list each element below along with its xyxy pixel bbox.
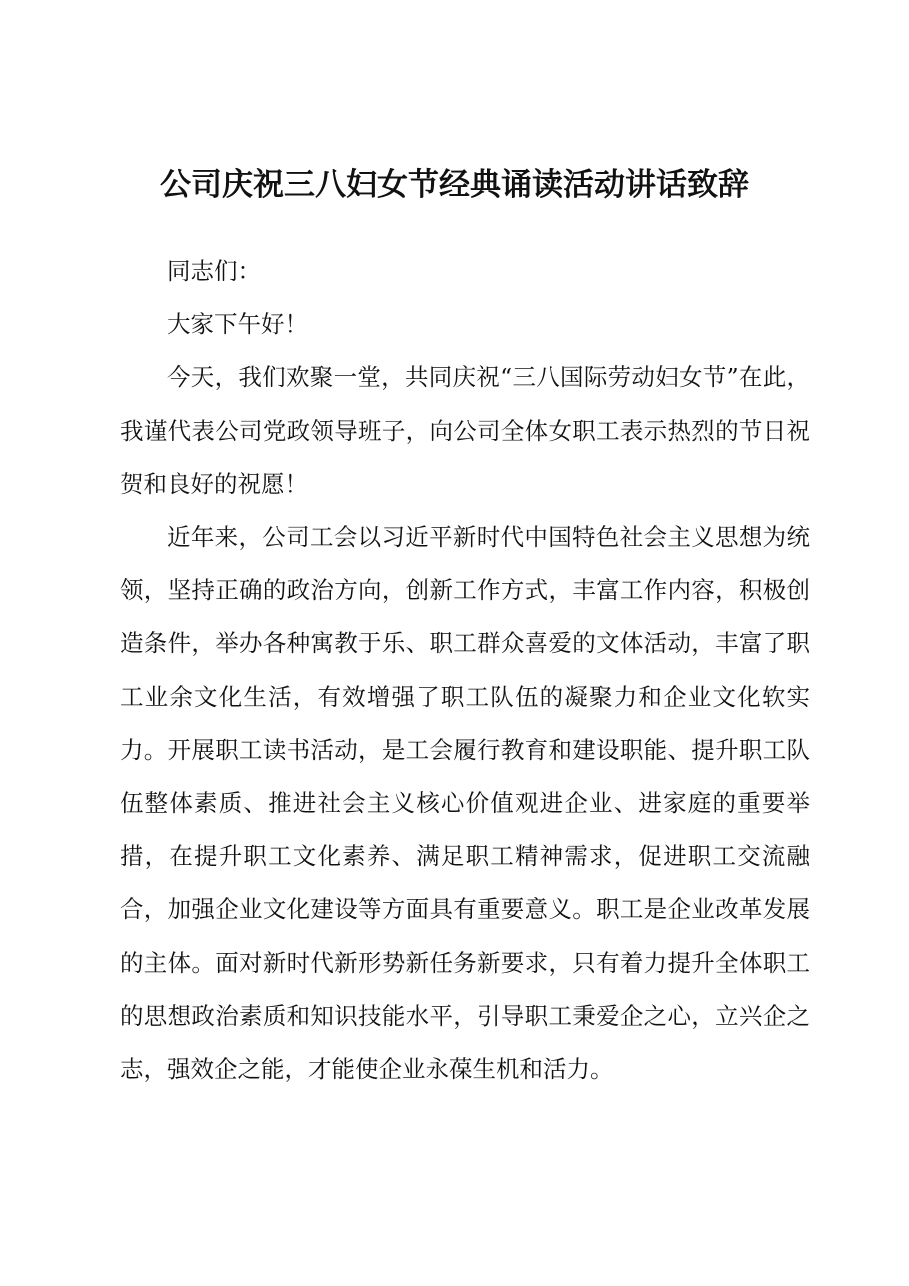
document-title: 公司庆祝三八妇女节经典诵读活动讲话致辞 [160, 167, 749, 203]
body-paragraph: 近年来，公司工会以习近平新时代中国特色社会主义思想为统领，坚持正确的政治方向，创新工作方式，丰富工作内容，积极创造条件，举办各种寓教于乐、职工群众喜爱的文体活动，丰富了职工业余文化生活，有效增强了职工队伍的凝聚力和企业文化软实力。开展职工读书活动，是工会履行教育和建设职能、提升职工队伍整体素质、推进社会主义核心价值观进企业、进家庭的重要举措，在提升职工文化素养、满足职工精神需求，促进职工交流融合，加强企业文化建设等方面具有重要意义。职工是企业改革发展的主体。面对新时代新形势新任务新要求，只有着力提升全体职工的思想政治素质和知识技能水平，引导职工秉爱企之心，立兴企之志，强效企之能，才能使企业永葆生机和活力。 [120, 523, 810, 1084]
salutation-paragraph: 同志们： [167, 257, 261, 285]
document-body [120, 245, 810, 1096]
body-paragraph: 今天，我们欢聚一堂，共同庆祝“三八国际劳动妇女节”在此，我谨代表公司党政领导班子，向公司全体女职工表示热烈的节日祝贺和良好的祝愿！ [120, 363, 810, 498]
greeting-paragraph: 大家下午好！ [167, 310, 308, 339]
